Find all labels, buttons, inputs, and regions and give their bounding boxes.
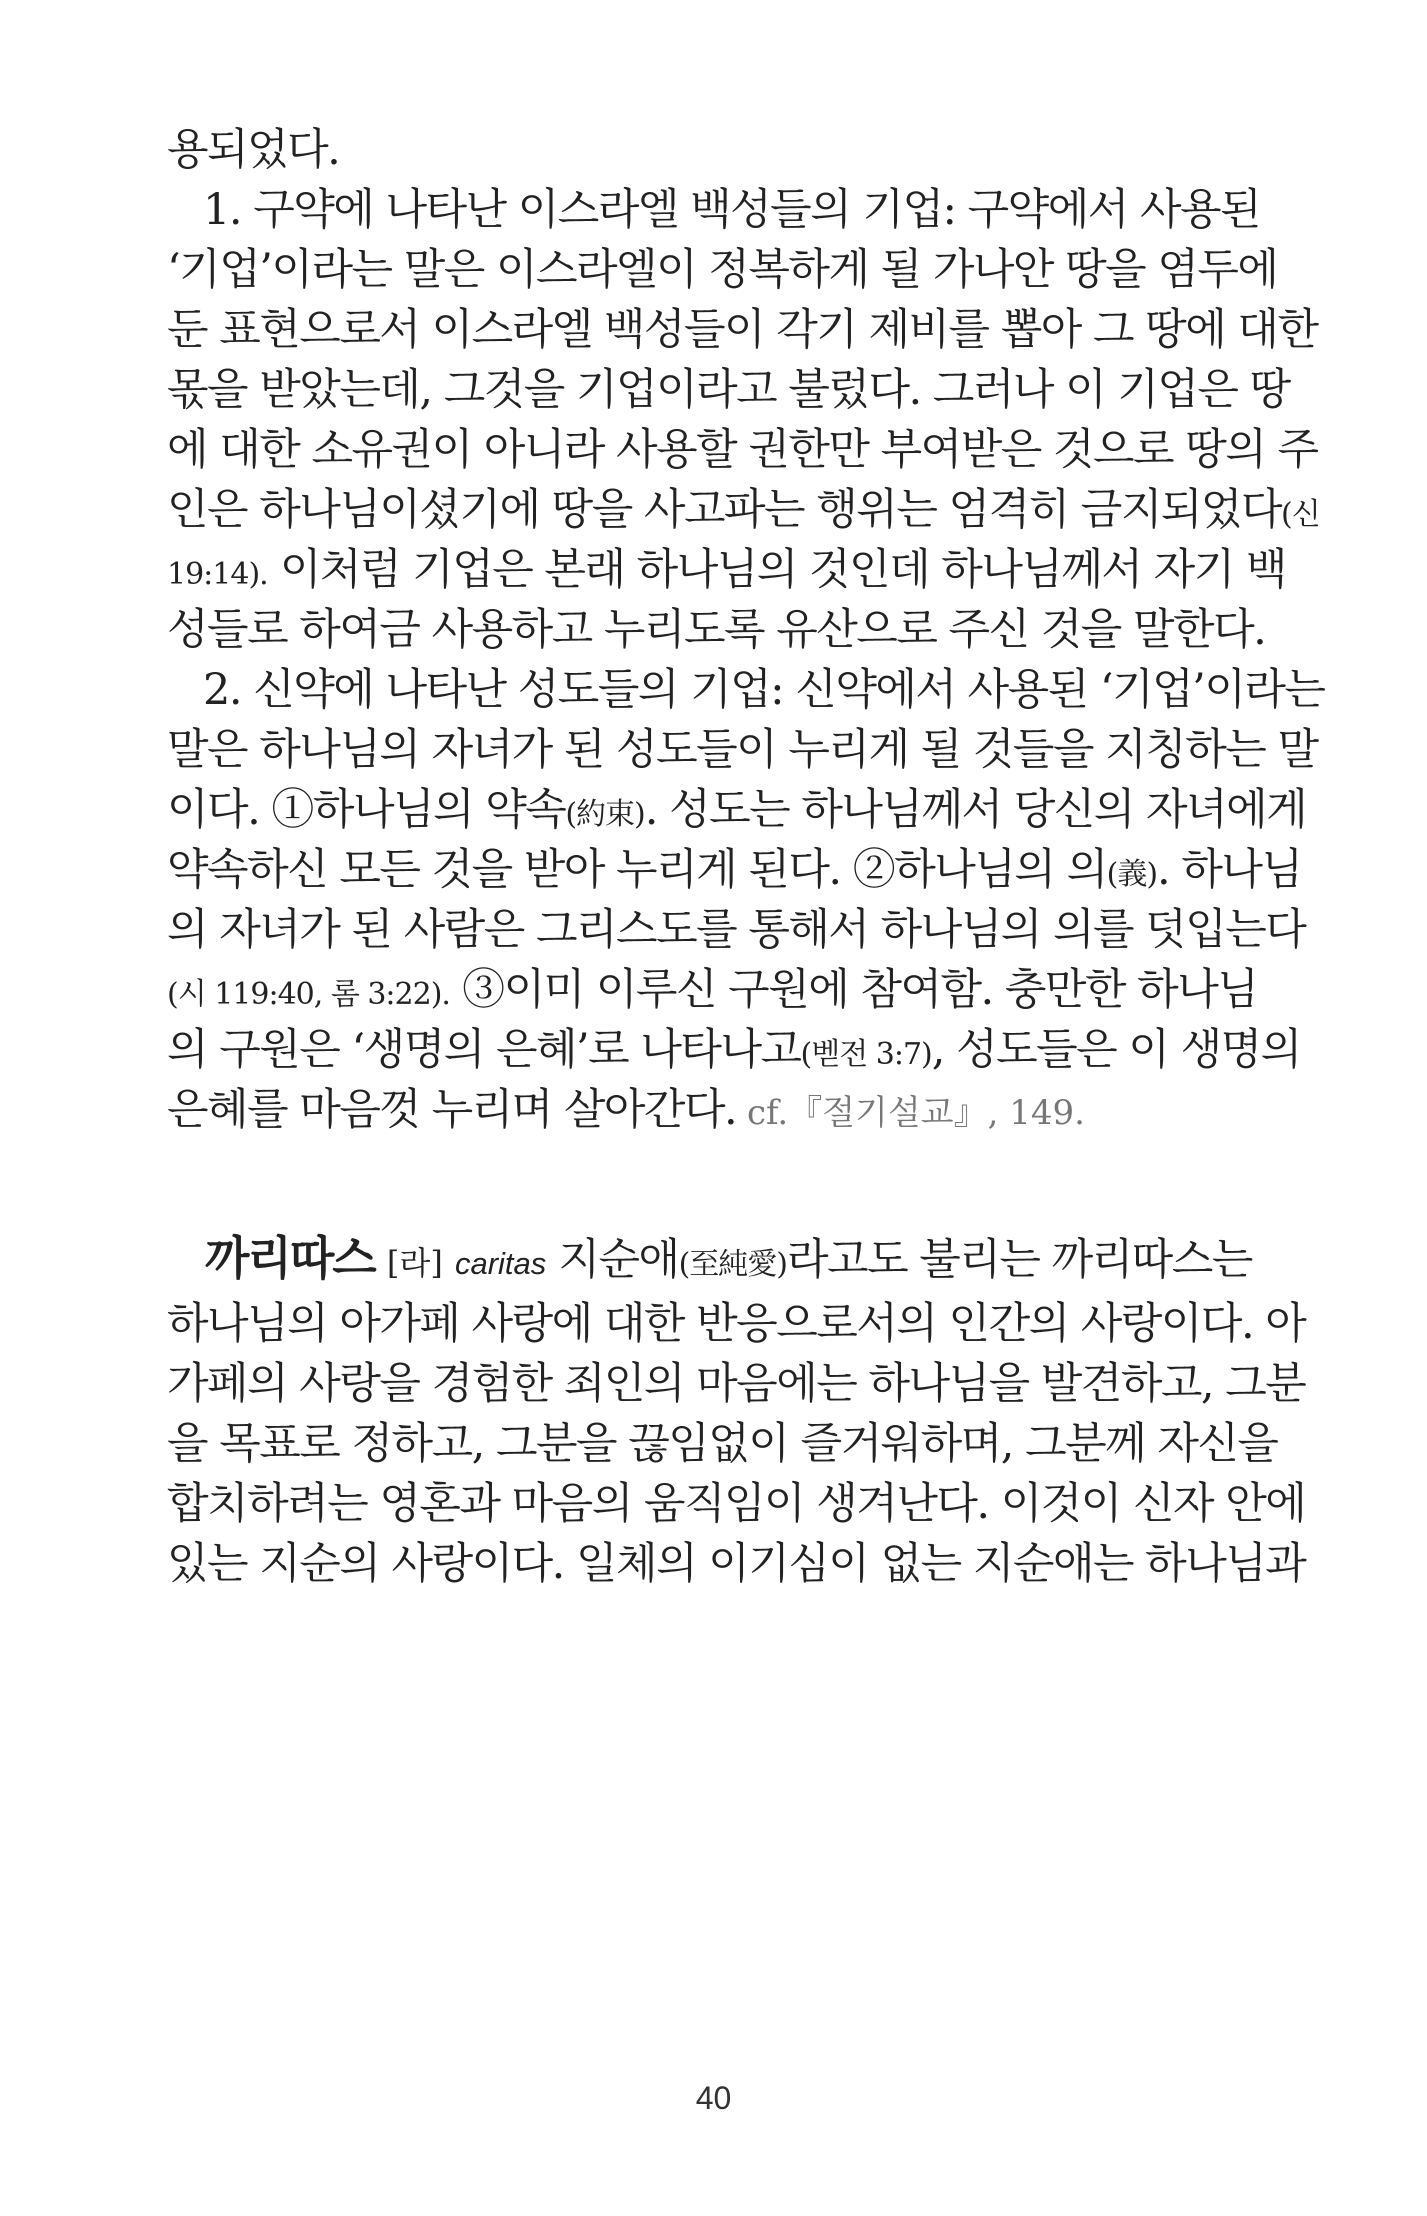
- text-line: [203, 180, 1261, 240]
- text-line: [167, 1354, 1306, 1414]
- latin-term: caritas: [454, 1246, 547, 1281]
- line-text: 용되었다.: [167, 125, 340, 175]
- line-text: 있는 지순의 사랑이다. 일체의 이기심이 없는 지순애는 하나님과: [167, 1539, 1306, 1589]
- text-line: [167, 1474, 1306, 1534]
- bible-reference: 19:14).: [167, 557, 268, 592]
- text-line: [203, 660, 1325, 720]
- line-text: 말은 하나님의 자녀가 된 성도들이 누리게 될 것들을 지칭하는 말: [167, 725, 1318, 775]
- text-line: [167, 480, 1320, 540]
- line-text: 의 자녀가 된 사람은 그리스도를 통해서 하나님의 의를 덧입는다: [167, 905, 1306, 955]
- text-line: [167, 300, 1318, 360]
- text-line: [167, 720, 1318, 780]
- text-line: [167, 960, 1258, 1020]
- line-text: ‘기업’이라는 말은 이스라엘이 정복하게 될 가나안 땅을 염두에: [167, 245, 1278, 295]
- hanja-annotation: (約束): [565, 797, 645, 832]
- line-text: . 성도는 하나님께서 당신의 자녀에게: [644, 785, 1307, 835]
- bible-reference: (벧전 3:7): [800, 1037, 932, 1072]
- bible-reference: (시 119:40, 롬 3:22).: [167, 977, 450, 1012]
- text-line: [167, 1294, 1306, 1354]
- line-text: 가페의 사랑을 경험한 죄인의 마음에는 하나님을 발견하고, 그분: [167, 1359, 1306, 1409]
- hanja-annotation: (義): [1106, 857, 1158, 892]
- line-text: 성들로 하여금 사용하고 누리도록 유산으로 주신 것을 말한다.: [167, 605, 1266, 655]
- line-text: 이다. ①하나님의 약속: [167, 785, 566, 835]
- line-text: . 하나님: [1157, 845, 1302, 895]
- text-line: [167, 840, 1302, 900]
- line-text: 합치하려는 영혼과 마음의 움직임이 생겨난다. 이것이 신자 안에: [167, 1479, 1306, 1529]
- line-text: 라고도 불리는 까리따스는: [787, 1235, 1252, 1285]
- language-tag: [라]: [386, 1244, 443, 1282]
- text-line: [167, 1080, 1239, 1140]
- text-line: [167, 600, 1266, 660]
- bible-reference: (신: [1281, 497, 1320, 532]
- line-text: 을 목표로 정하고, 그분을 끊임없이 즐거워하며, 그분께 자신을: [167, 1419, 1278, 1469]
- page-number: 40: [695, 2080, 732, 2116]
- line-text: 의 구원은 ‘생명의 은혜’로 나타나고: [167, 1025, 801, 1075]
- line-text: 하나님의 아가페 사랑에 대한 반응으로서의 인간의 사랑이다. 아: [167, 1299, 1306, 1349]
- line-text: 인은 하나님이셨기에 땅을 사고파는 행위는 엄격히 금지되었다: [167, 485, 1281, 535]
- text-line: [167, 1020, 1301, 1080]
- line-text: 약속하신 모든 것을 받아 누리게 된다. ②하나님의 의: [167, 845, 1107, 895]
- line-text: , 성도들은 이 생명의: [931, 1025, 1301, 1075]
- line-text: ③이미 이루신 구원에 참여함. 충만한 하나님: [449, 965, 1258, 1015]
- line-text: 은혜를 마음껏 누리며 살아간다.: [167, 1085, 737, 1135]
- citation: cf.『절기설교』, 149.: [736, 1093, 1085, 1133]
- text-line: [167, 360, 1290, 420]
- hanja-annotation: (至純愛): [678, 1247, 788, 1282]
- line-text: 이처럼 기업은 본래 하나님의 것인데 하나님께서 자기 백: [267, 545, 1286, 595]
- line-text: 몫을 받았는데, 그것을 기업이라고 불렀다. 그러나 이 기업은 땅: [167, 365, 1290, 415]
- text-line: [167, 1534, 1306, 1594]
- line-text: 에 대한 소유권이 아니라 사용할 권한만 부여받은 것으로 땅의 주: [167, 425, 1318, 475]
- text-line: [167, 1414, 1278, 1474]
- text-line: [167, 120, 1239, 180]
- line-text: 지순애: [558, 1235, 679, 1285]
- text-line: [167, 900, 1306, 960]
- line-text: 둔 표현으로서 이스라엘 백성들이 각기 제비를 뽑아 그 땅에 대한: [167, 305, 1318, 355]
- text-line: [167, 780, 1307, 840]
- entry-title: 까리따스: [205, 1231, 375, 1285]
- text-line: [167, 420, 1318, 480]
- entry-heading-line: [205, 1228, 1252, 1288]
- text-line: [167, 240, 1278, 300]
- line-text: 2. 신약에 나타난 성도들의 기업: 신약에서 사용된 ‘기업’이라는: [203, 665, 1325, 715]
- text-line: [167, 540, 1286, 600]
- line-text: 1. 구약에 나타난 이스라엘 백성들의 기업: 구약에서 사용된: [203, 185, 1261, 235]
